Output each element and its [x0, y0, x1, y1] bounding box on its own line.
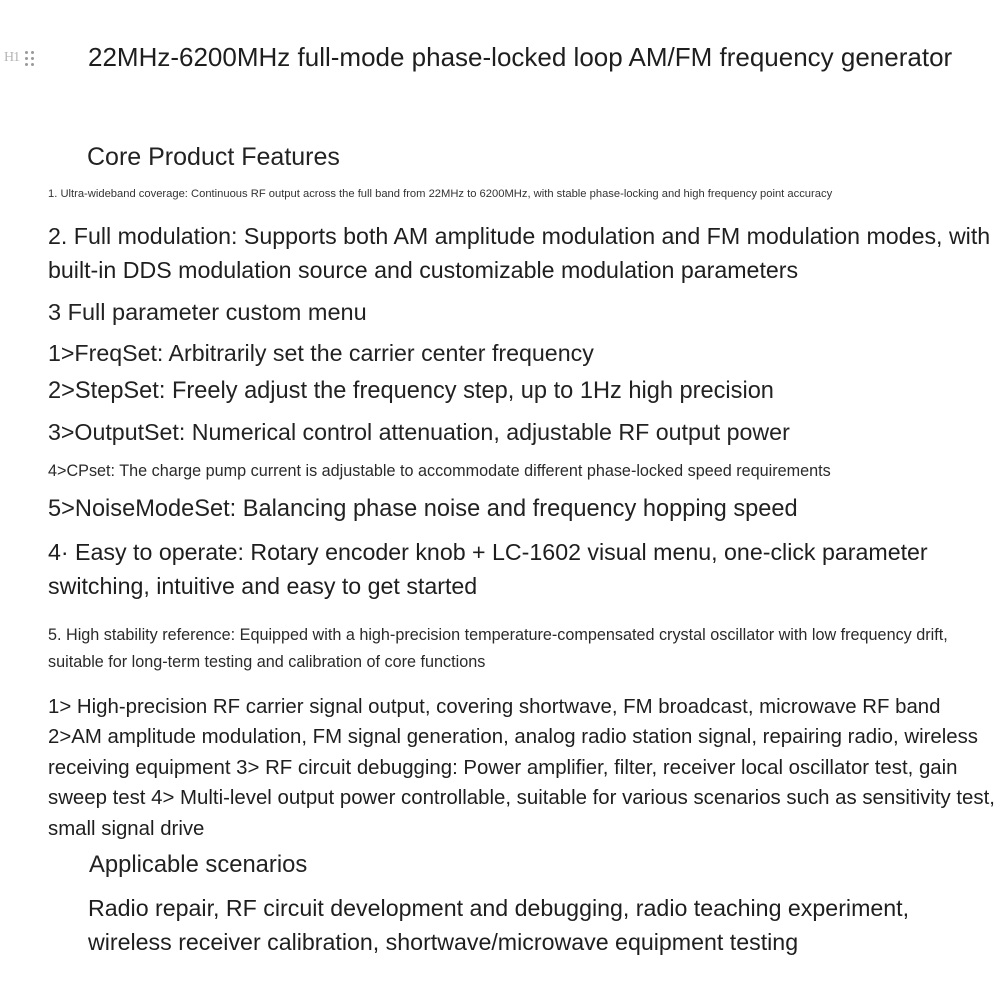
feature-4-text: 4· Easy to operate: Rotary encoder knob + LC-1602 visual menu, one-click parameter switching, intuitive and easy to get started [48, 539, 928, 599]
feature-1-text: 1. Ultra-wideband coverage: Continuous RF output across the full band from 22MHz to 6200MHz, with stable phase-locking and high frequency point accuracy [48, 188, 833, 200]
menu-item-noisemodeset: 5>NoiseModeSet: Balancing phase noise and frequency hopping speed [48, 496, 798, 522]
menu-item-stepset: 2>StepSet: Freely adjust the frequency step, up to 1Hz high precision [48, 378, 774, 404]
scenarios-text: Radio repair, RF circuit development and debugging, radio teaching experiment, wireless receiver calibration, shortwave/microwave equipment testing [88, 895, 910, 955]
feature-5-text: 5. High stability reference: Equipped with a high-precision temperature-compensated crystal oscillator with low frequency drift, suitable for long-term testing and calibration of core functions [48, 626, 948, 671]
drag-handle-icon[interactable] [25, 51, 34, 66]
heading-level-icon: H1 [4, 50, 20, 65]
feature-2-text: 2. Full modulation: Supports both AM amplitude modulation and FM modulation modes, with built-in DDS modulation source and customizable modulation parameters [48, 223, 991, 283]
menu-item-cpset: 4>CPset: The charge pump current is adjustable to accommodate different phase-locked speed requirements [48, 462, 831, 480]
menu-item-outputset: 3>OutputSet: Numerical control attenuation, adjustable RF output power [48, 419, 790, 445]
block-handle[interactable] [4, 44, 34, 72]
functions-text: 1> High-precision RF carrier signal output, covering shortwave, FM broadcast, microwave RF band 2>AM amplitude modulation, FM signal generation, analog radio station signal, repairing radio, wireless receiving equipment 3> RF circuit debugging: Power amplifier, filter, receiver local oscillator test, gain sweep test 4> Multi-level output power controllable, suitable for various scenarios such as sensitivity test, small signal drive [48, 696, 995, 840]
document-title: 22MHz-6200MHz full-mode phase-locked loop AM/FM frequency generator [88, 42, 953, 72]
section-heading-features: Core Product Features [87, 143, 340, 171]
menu-item-freqset: 1>FreqSet: Arbitrarily set the carrier center frequency [48, 340, 594, 366]
section-heading-scenarios: Applicable scenarios [89, 851, 308, 878]
feature-3-text: 3 Full parameter custom menu [48, 299, 367, 325]
